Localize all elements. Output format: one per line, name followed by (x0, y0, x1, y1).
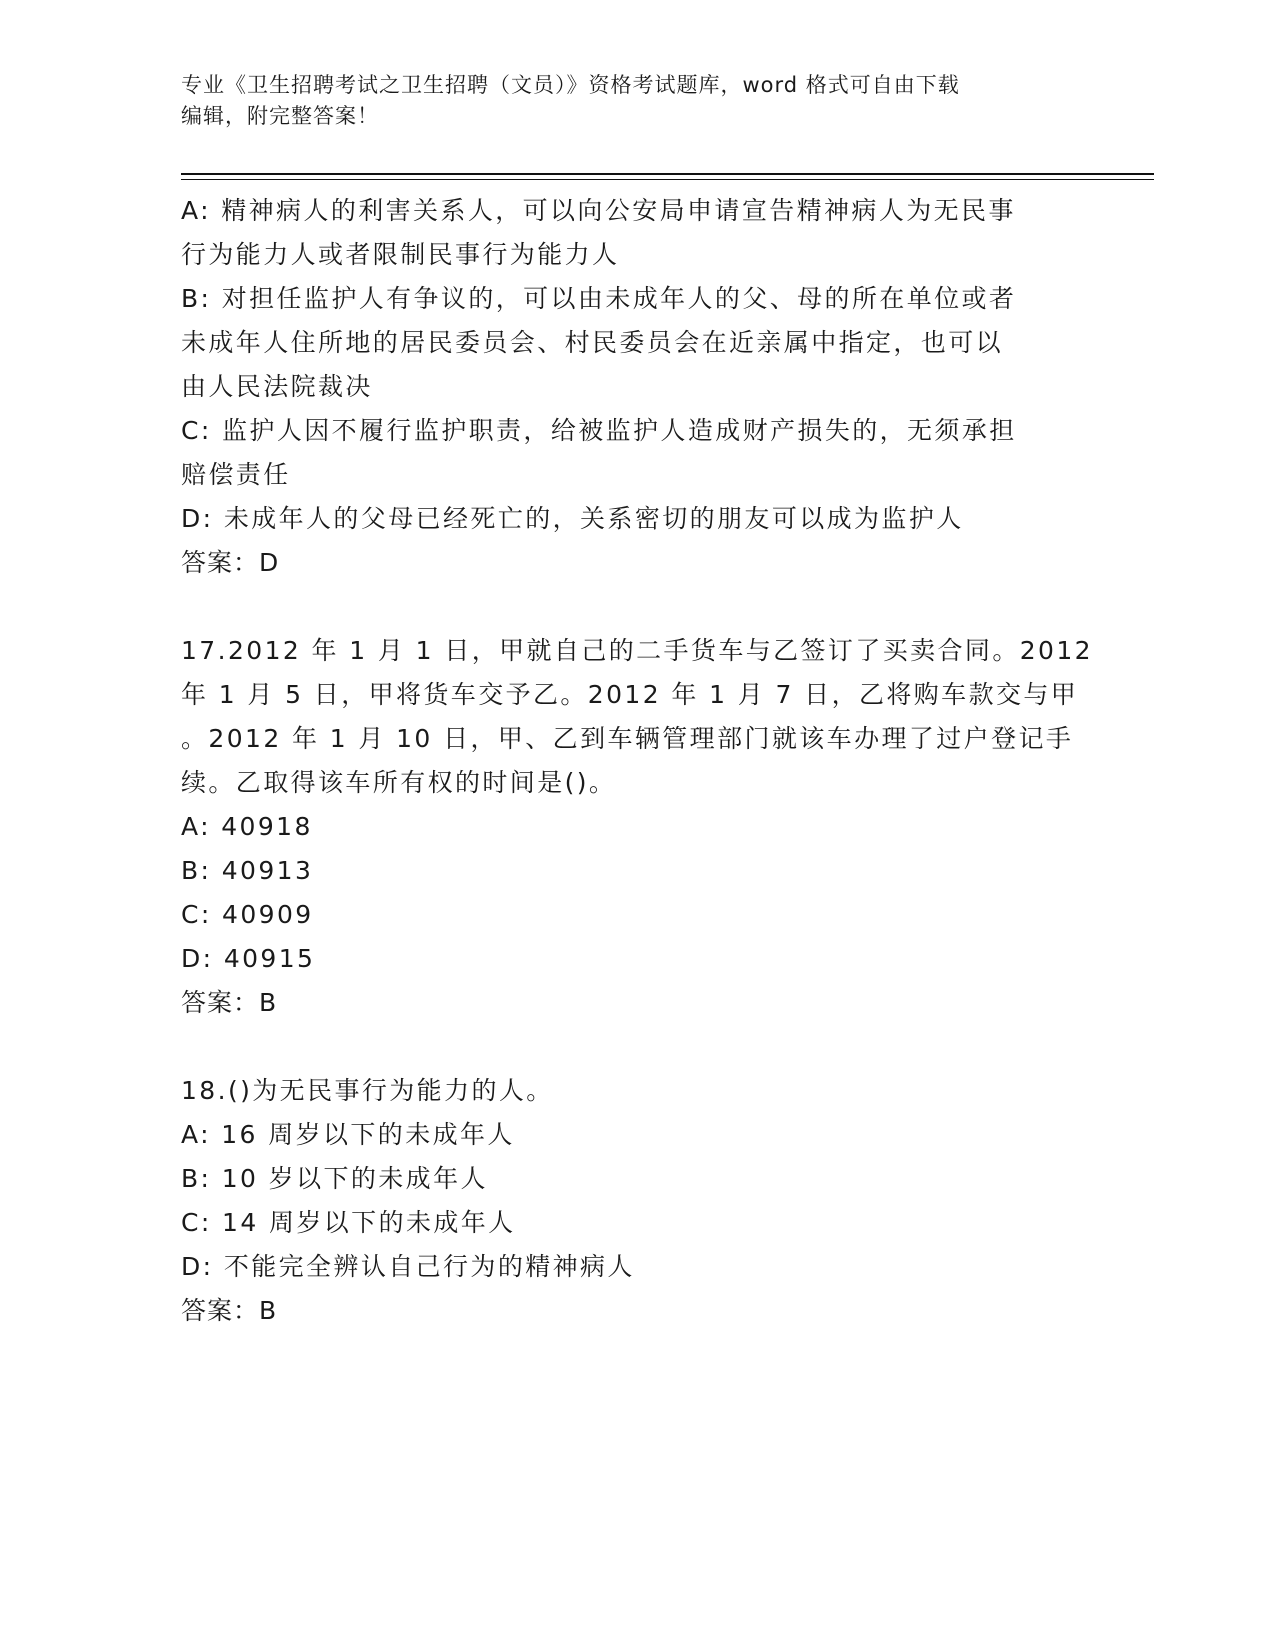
question-18-option-b: B: 10 岁以下的未成年人 (181, 1164, 488, 1193)
question-content (181, 189, 1093, 1333)
question-17-stem-line-4: 续。乙取得该车所有权的时间是()。 (181, 768, 617, 797)
question-17-stem-line-1: 17.2012 年 1 月 1 日，甲就自己的二手货车与乙签订了买卖合同。2012 (181, 636, 1093, 665)
option-b-line-3: 由人民法院裁决 (181, 372, 373, 401)
question-17-stem-line-3: 。2012 年 1 月 10 日，甲、乙到车辆管理部门就该车办理了过户登记手 (181, 724, 1074, 753)
question-16-options (181, 189, 1061, 585)
question-18-stem: 18.()为无民事行为能力的人。 (181, 1076, 554, 1105)
header-divider-thick (181, 173, 1154, 175)
question-18-option-a: A: 16 周岁以下的未成年人 (181, 1120, 515, 1149)
answer-18: 答案：B (181, 1296, 278, 1325)
answer-17: 答案：B (181, 988, 278, 1017)
spacer (181, 1025, 1061, 1069)
question-18-option-c: C: 14 周岁以下的未成年人 (181, 1208, 516, 1237)
question-17-option-a: A: 40918 (181, 812, 313, 841)
header-line-1: 专业《卫生招聘考试之卫生招聘（文员）》资格考试题库，word 格式可自由下载 (181, 73, 960, 97)
question-17-option-d: D: 40915 (181, 944, 316, 973)
question-17-option-b: B: 40913 (181, 856, 314, 885)
question-17 (181, 629, 1093, 1025)
option-c-line-2: 赔偿责任 (181, 460, 291, 489)
header-divider-thin (181, 179, 1154, 180)
option-a-line-1: A: 精神病人的利害关系人，可以向公安局申请宣告精神病人为无民事 (181, 196, 1016, 225)
option-c-line-1: C: 监护人因不履行监护职责，给被监护人造成财产损失的，无须承担 (181, 416, 1017, 445)
option-a-line-2: 行为能力人或者限制民事行为能力人 (181, 240, 620, 269)
header-line-2: 编辑，附完整答案！ (181, 104, 379, 128)
question-18 (181, 1069, 1061, 1333)
answer-16: 答案：D (181, 548, 280, 577)
spacer (181, 585, 1061, 629)
option-b-line-2: 未成年人住所地的居民委员会、村民委员会在近亲属中指定，也可以 (181, 328, 1004, 357)
question-18-option-d: D: 不能完全辨认自己行为的精神病人 (181, 1252, 635, 1281)
question-17-stem-line-2: 年 1 月 5 日，甲将货车交予乙。2012 年 1 月 7 日，乙将购车款交与甲 (181, 680, 1079, 709)
question-17-option-c: C: 40909 (181, 900, 314, 929)
option-b-line-1: B: 对担任监护人有争议的，可以由未成年人的父、母的所在单位或者 (181, 284, 1017, 313)
option-d: D: 未成年人的父母已经死亡的，关系密切的朋友可以成为监护人 (181, 504, 964, 533)
document-header (181, 70, 1061, 132)
